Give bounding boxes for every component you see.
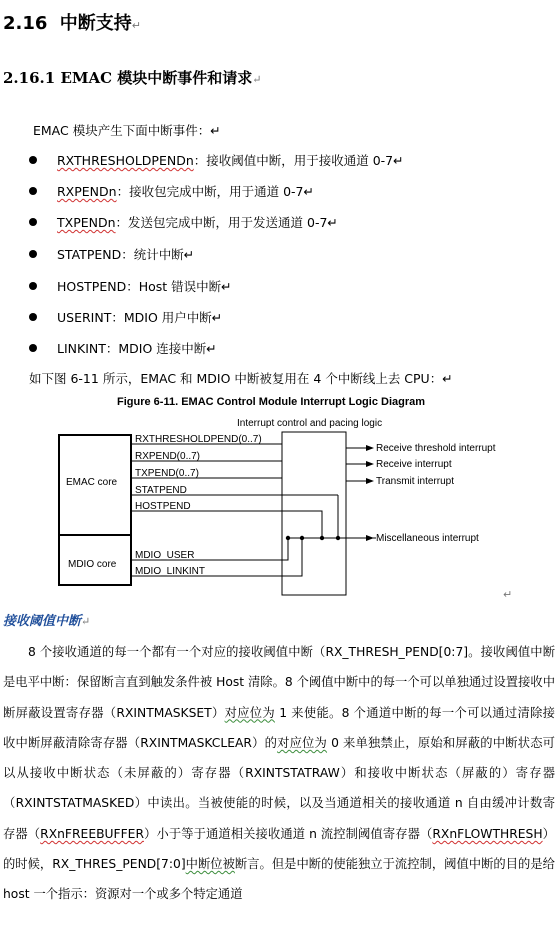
output-label: Transmit interrupt [376, 476, 454, 487]
arrow-icon [366, 461, 374, 467]
subsection-title: EMAC 模块中断事件和请求 [60, 69, 253, 87]
bullet-icon [29, 344, 37, 352]
bullet-icon [29, 218, 37, 226]
list-item [57, 277, 232, 295]
output-label: Miscellaneous interrupt [376, 533, 479, 544]
signal-label: MDIO_LINKINT [135, 566, 206, 577]
signal-label: HOSTPEND [135, 501, 191, 512]
output-label: Receive interrupt [376, 459, 452, 470]
event-code: STATPEND [57, 247, 122, 262]
interrupt-logic-diagram [56, 412, 506, 597]
bullet-icon [29, 156, 37, 164]
logic-block-label: Interrupt control and pacing logic [237, 418, 383, 429]
paragraph-run: 中断位被 [185, 857, 235, 872]
list-item [57, 245, 194, 263]
subsection-title-threshold [3, 610, 90, 629]
paragraph-run: RXnFREEBUFFER [40, 826, 144, 841]
signal-label: MDIO_USER [135, 550, 195, 561]
arrow-icon [366, 535, 374, 541]
event-code: USERINT [57, 310, 112, 325]
event-code: RXTHRESHOLDPENDn [57, 153, 194, 168]
section-number: 2.16 [3, 13, 48, 34]
section-title-text: 接收阈值中断 [3, 614, 82, 629]
figure-title: Figure 6-11. EMAC Control Module Interrupt Logic Diagram [117, 396, 426, 408]
bullet-icon [29, 187, 37, 195]
paragraph-run: 断言。但是中断的使能独立于流控制，阈值中断的目的是给 host 一个指示：资源对一个或多个特定通道 [3, 857, 555, 902]
event-desc: ：Host 错误中断↵ [126, 279, 232, 294]
subsection-number: 2.16.1 [3, 69, 56, 87]
paragraph-run: 对应位为 [224, 705, 275, 720]
section-heading [3, 9, 141, 35]
output-label: Receive threshold interrupt [376, 443, 496, 454]
event-desc: ：统计中断↵ [121, 247, 195, 262]
event-code: LINKINT [57, 341, 106, 356]
mdio-core-label: MDIO core [68, 559, 117, 570]
event-desc: ：MDIO 用户中断↵ [111, 310, 223, 325]
signal-label: RXTHRESHOLDPEND(0..7) [135, 434, 262, 445]
paragraph-run: ）小于等于通道相关接收通道 n 流控制阈值寄存器（ [144, 826, 433, 841]
list-item [57, 339, 217, 357]
signal-label: RXPEND(0..7) [135, 451, 201, 462]
section-title: 中断支持 [59, 13, 132, 34]
event-desc: ：MDIO 连接中断↵ [105, 341, 217, 356]
subsection-heading [3, 67, 262, 88]
bullet-icon [29, 313, 37, 321]
body-paragraph [3, 637, 555, 910]
event-code: TXPENDn [57, 215, 116, 230]
arrow-icon [366, 445, 374, 451]
emac-core-label: EMAC core [66, 477, 118, 488]
list-item [57, 213, 338, 231]
paragraph-mark: ↵ [81, 615, 91, 628]
paragraph-mark: ↵ [503, 588, 513, 601]
list-item [57, 151, 404, 169]
arrow-icon [366, 478, 374, 484]
paragraph-run: RXnFLOWTHRESH [432, 826, 543, 841]
bullet-icon [29, 250, 37, 258]
intro-text: EMAC 模块产生下面中断事件：↵ [33, 123, 221, 138]
event-desc: ：发送包完成中断，用于发送通道 0-7↵ [115, 215, 338, 230]
paragraph-run: 1 来使能。8 个通道中断的每一个可以通过清除接收中断屏蔽清除寄存器（RXINTMASKCLEAR）的 [3, 705, 555, 750]
event-code: HOSTPEND [57, 279, 127, 294]
figure-intro: 如下图 6-11 所示，EMAC 和 MDIO 中断被复用在 4 个中断线上去 CPU：↵ [29, 371, 453, 386]
logic-block [282, 432, 346, 595]
paragraph-text [3, 637, 555, 910]
event-desc: ：接收阈值中断，用于接收通道 0-7↵ [193, 153, 404, 168]
paragraph-run: 8 个接收通道的每一个都有一个对应的接收阈值中断（RX_THRESH_PEND[0:7]。接收阈值中断是电平中断：保留断言直到触发条件被 Host 清除。8 个阈值中断中的每一个可以单独通过设置接收中断屏蔽设置寄存器（RXINTMASKSET） [3, 645, 555, 720]
paragraph-run: 0 来单独禁止，原始和屏蔽的中断状态可以从接收中断状态（未屏蔽的）寄存器（RXINTSTATRAW）和接收中断状态（屏蔽的）寄存器（RXINTSTATMASKED）中读出。当被使能的时候，以及当通道相关的接收通道 n 自由缓冲计数寄存器（ [3, 735, 555, 841]
bullet-icon [29, 282, 37, 290]
paragraph-run: ）的时候，RX_THRES_PEND[7:0] [3, 826, 555, 872]
list-item [57, 308, 222, 326]
signal-label: STATPEND [135, 485, 187, 496]
list-item [57, 182, 314, 200]
event-desc: ：接收包完成中断，用于通道 0-7↵ [116, 184, 314, 199]
paragraph-mark: ↵ [252, 73, 262, 86]
paragraph-run: 对应位为 [277, 735, 328, 750]
event-code: RXPENDn [57, 184, 117, 199]
paragraph-mark: ↵ [131, 19, 141, 32]
signal-label: TXPEND(0..7) [135, 468, 199, 479]
